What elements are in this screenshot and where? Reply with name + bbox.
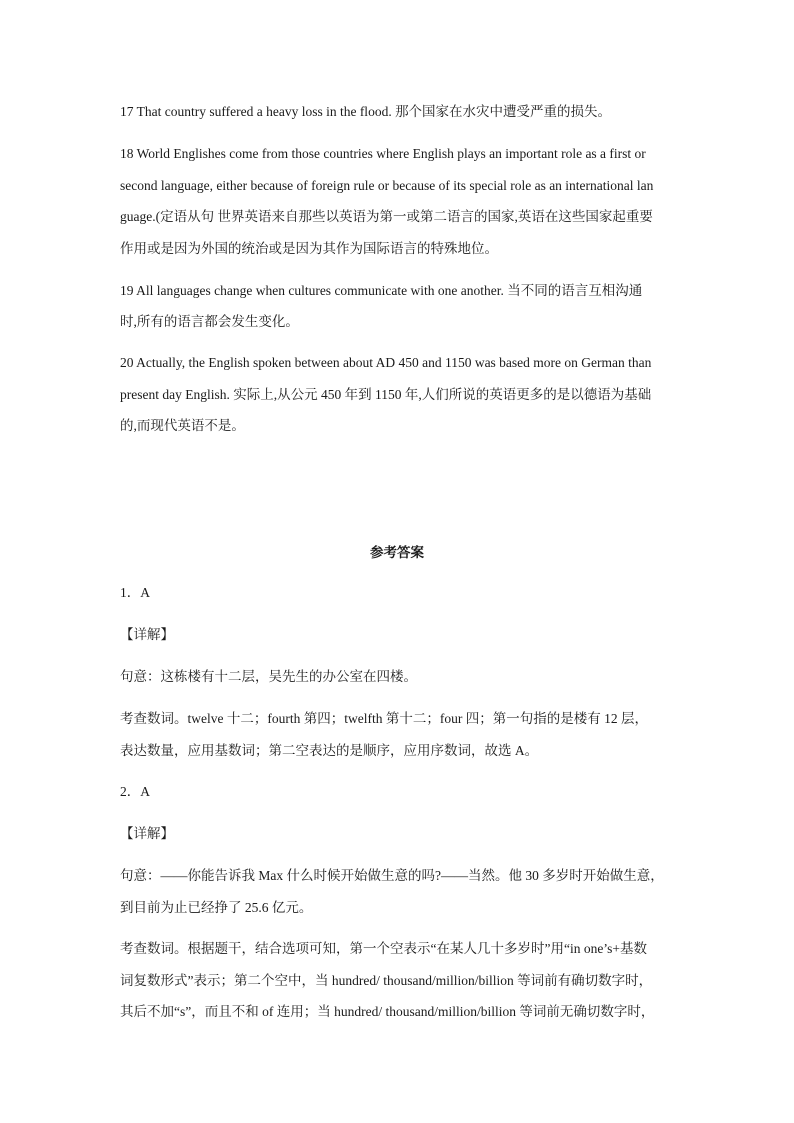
sentence-20-line-1: 20 Actually, the English spoken between about AD 450 and 1150 was based more on German than (120, 355, 652, 370)
answer-1-analysis-line-2: 表达数量，应用基数词；第二空表达的是顺序，应用序数词，故选 A。 (120, 743, 539, 758)
answer-1-detail-label: 【详解】 (120, 627, 174, 642)
answer-2-meaning-line-2: 到目前为止已经挣了 25.6 亿元。 (120, 900, 313, 915)
sentence-18-line-1: 18 World Englishes come from those countries where English plays an important role as a first or (120, 146, 646, 161)
answer-1-meaning: 句意：这栋楼有十二层，吴先生的办公室在四楼。 (120, 669, 417, 684)
sentence-19-line-2: 时,所有的语言都会发生变化。 (120, 314, 299, 329)
answer-2-detail-label: 【详解】 (120, 826, 174, 841)
sentence-18-line-3: guage.(定语从句 世界英语来自那些以英语为第一或第二语言的国家,英语在这些国家起重要 (120, 209, 653, 224)
answer-1-analysis-line-1: 考查数词。twelve 十二；fourth 第四；twelfth 第十二；four 四；第一句指的是楼有 12 层， (120, 711, 648, 726)
answer-2-analysis-line-1: 考查数词。根据题干，结合选项可知，第一个空表示“在某人几十多岁时”用“in one’s+基数 (120, 941, 647, 956)
answer-2-analysis-line-3: 其后不加“s”，而且不和 of 连用；当 hundred/ thousand/million/billion 等词前无确切数字时， (120, 1004, 655, 1019)
sentence-17: 17 That country suffered a heavy loss in the flood. 那个国家在水灾中遭受严重的损失。 (120, 104, 612, 119)
answer-1-number: 1．A (120, 585, 150, 600)
sentence-18-line-4: 作用或是因为外国的统治或是因为其作为国际语言的特殊地位。 (120, 241, 498, 256)
sentence-20-line-3: 的,而现代英语不是。 (120, 418, 245, 433)
answer-2-number: 2．A (120, 784, 150, 799)
sentence-20-line-2: present day English. 实际上,从公元 450 年到 1150 年,人们所说的英语更多的是以德语为基础 (120, 387, 652, 402)
answers-heading: 参考答案 (370, 545, 424, 560)
sentence-19-line-1: 19 All languages change when cultures communicate with one another. 当不同的语言互相沟通 (120, 283, 643, 298)
answer-2-analysis-line-2: 词复数形式”表示；第二个空中，当 hundred/ thousand/million/billion 等词前有确切数字时， (120, 973, 653, 988)
sentence-18-line-2: second language, either because of foreign rule or because of its special role as an international lan (120, 178, 654, 193)
answer-2-meaning-line-1: 句意：——你能告诉我 Max 什么时候开始做生意的吗?——当然。他 30 多岁时开始做生意， (120, 868, 664, 883)
